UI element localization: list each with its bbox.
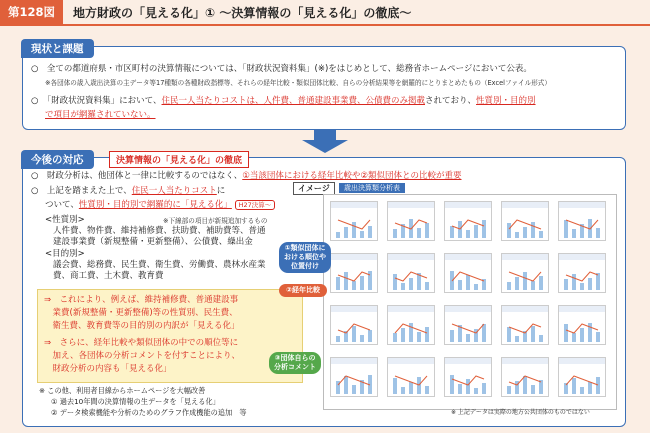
mini-bar xyxy=(368,271,372,290)
b2-red: 住民一人当たりコスト xyxy=(131,186,217,196)
mini-bar xyxy=(531,385,535,394)
mini-bar xyxy=(466,275,470,290)
figure-title: 地方財政の「見える化」① ～決算情報の「見える化」の徹底～ xyxy=(73,5,412,20)
mini-bar xyxy=(564,324,568,342)
mini-chart-svg xyxy=(333,262,377,292)
mokuteki-line-2: 費、商工費、土木費、教育費 xyxy=(53,271,164,281)
mini-bar xyxy=(507,223,511,238)
mini-bar xyxy=(466,230,470,238)
mini-chart-svg xyxy=(504,366,548,396)
seishitsu-line-2: 建設事業費（新規整備・更新整備）、公債費、繰出金 xyxy=(53,237,253,247)
mini-bar xyxy=(588,323,592,342)
mini-bar xyxy=(409,278,413,290)
mini-bar xyxy=(507,282,511,290)
current-status-panel xyxy=(22,43,626,130)
settlement-year-tag: H27決算～ xyxy=(235,200,276,210)
mini-chart-panel xyxy=(387,305,435,345)
mini-chart-title-bar xyxy=(445,202,491,208)
mini-bar xyxy=(523,272,527,290)
mini-chart-panel xyxy=(444,201,492,241)
mini-bar xyxy=(588,278,592,290)
mini-chart-title-bar xyxy=(388,202,434,208)
mini-bar xyxy=(596,377,600,394)
summary-box xyxy=(37,289,303,383)
mini-chart-title-bar xyxy=(388,306,434,312)
mini-bar xyxy=(596,332,600,342)
mini-bar xyxy=(417,228,421,238)
mini-chart-svg xyxy=(561,262,605,292)
mini-bar xyxy=(466,334,470,342)
bullet2-pre: ○ 「財政状況資料集」において、 xyxy=(31,96,162,106)
mini-chart-title-bar xyxy=(388,358,434,364)
mini-chart-title-bar xyxy=(559,358,605,364)
mini-bar xyxy=(458,280,462,290)
mini-bar xyxy=(352,326,356,342)
mini-bar xyxy=(344,227,348,238)
mini-chart-title-bar xyxy=(559,254,605,260)
mini-chart-panel xyxy=(558,201,606,241)
mini-line xyxy=(452,220,484,229)
mini-bar xyxy=(580,328,584,342)
mini-chart-svg xyxy=(390,210,434,240)
mini-bar xyxy=(588,382,592,394)
mini-line xyxy=(452,324,484,333)
seishitsu-line-1: 人件費、物件費、維持補修費、扶助費、補助費等、普通 xyxy=(53,226,266,236)
footnote-2: ① 過去10年間の決算情報の生データを「見える化」 xyxy=(51,397,220,406)
mini-bar xyxy=(474,388,478,394)
mini-chart-panel xyxy=(330,357,378,397)
mini-chart-title-bar xyxy=(445,358,491,364)
mini-bar xyxy=(409,323,413,342)
mini-bar xyxy=(531,326,535,342)
bullet2-red: 住民一人当たりコストは、人件費、普通建設事業費、公債費のみ掲載 xyxy=(161,96,426,106)
b2-pre: ○ 上記を踏まえた上で、 xyxy=(31,186,132,196)
bullet2-red2: 性質別・目的別 xyxy=(476,96,536,106)
summary-2-line-1: ⇒ さらに、経年比較や類似団体の中での順位等に xyxy=(44,338,239,348)
current-status-tab: 現状と課題 xyxy=(21,39,94,58)
mokuteki-line-1: 議会費、総務費、民生費、衛生費、労働費、農林水産業 xyxy=(53,260,266,270)
mini-bar xyxy=(336,336,340,342)
header-rule xyxy=(0,24,650,26)
mini-bar xyxy=(507,386,511,394)
mini-bar xyxy=(482,324,486,342)
mini-bar xyxy=(344,376,348,394)
mini-bar xyxy=(531,281,535,290)
mini-chart-title-bar xyxy=(559,306,605,312)
image-badge: イメージ xyxy=(293,182,335,195)
mini-chart-title-bar xyxy=(331,254,377,260)
callout-ranking-text: ①類似団体に おける順位や 位置付け xyxy=(284,244,326,270)
callout-yearly-text: ②経年比較 xyxy=(286,286,320,294)
mini-bar xyxy=(596,228,600,238)
summary-1-line-3: 衛生費、教育費等の目的別の内訳が「見える化」 xyxy=(44,321,240,331)
mini-chart-svg xyxy=(447,210,491,240)
image-caption: 歳出決算類分析表 xyxy=(339,183,405,193)
mini-chart-panel xyxy=(387,357,435,397)
down-arrow-stem xyxy=(314,130,336,140)
mini-bar xyxy=(417,332,421,342)
mini-chart-panel xyxy=(387,201,435,241)
mini-bar xyxy=(539,380,543,394)
seishitsu-label: <性質別> xyxy=(45,215,85,225)
b1-red: ①当該団体における経年比較や②類似団体との比較が重要 xyxy=(242,171,462,181)
mini-bar xyxy=(523,227,527,238)
mini-bar xyxy=(482,383,486,394)
mini-bar xyxy=(458,384,462,394)
summary-2-line-2: 加え、各団体の分析コメントを付すことにより、 xyxy=(44,351,241,361)
mini-bar xyxy=(466,379,470,394)
mini-bar xyxy=(360,335,364,342)
mini-chart-svg xyxy=(504,210,548,240)
mini-chart-panel xyxy=(558,305,606,345)
mini-bar xyxy=(425,386,429,394)
mini-bar xyxy=(352,222,356,238)
current-note-1: ※各団体の歳入歳出決算の主データ等17種類の各種財政指標等、それらの経年比較・類似団体比較、自らの分析結果等を網羅的にとりまとめたもの（Excelファイル形式） xyxy=(45,79,551,87)
mini-bar xyxy=(539,276,543,290)
mini-chart-panel xyxy=(444,357,492,397)
mini-chart-title-bar xyxy=(502,306,548,312)
analysis-table-image xyxy=(323,194,617,410)
mini-chart-svg xyxy=(447,314,491,344)
b3-pre: ついて、 xyxy=(45,200,79,210)
mini-chart-svg xyxy=(390,262,434,292)
mini-chart-title-bar xyxy=(502,202,548,208)
b2-suf: に xyxy=(216,186,226,196)
mini-chart-svg xyxy=(561,210,605,240)
mini-bar xyxy=(409,382,413,394)
mini-chart-title-bar xyxy=(502,358,548,364)
mini-chart-title-bar xyxy=(331,306,377,312)
mini-chart-svg xyxy=(561,366,605,396)
mini-bar xyxy=(507,327,511,342)
mini-chart-title-bar xyxy=(331,202,377,208)
future-response-tab: 今後の対応 xyxy=(21,150,94,169)
seishitsu-note: ※下線部の項目が新規追加するもの xyxy=(163,217,268,225)
mini-chart-panel xyxy=(330,305,378,345)
mini-chart-panel xyxy=(387,253,435,293)
down-arrow-icon xyxy=(302,140,348,153)
mini-bar xyxy=(336,232,340,238)
callout-comment-text: ③団体自らの 分析コメント xyxy=(274,354,316,371)
current-bullet-2-cont: で項目が網羅されていない。 xyxy=(45,110,156,120)
mini-bar xyxy=(450,330,454,342)
b3-red: 性質別・目的別で網羅的に「見える化」 xyxy=(78,200,232,210)
mini-bar xyxy=(360,276,364,290)
mini-chart-svg xyxy=(333,366,377,396)
mini-chart-title-bar xyxy=(331,358,377,364)
mini-chart-svg xyxy=(390,366,434,396)
callout-yearly xyxy=(279,284,327,297)
mini-bar xyxy=(352,385,356,394)
mini-bar xyxy=(344,272,348,290)
mini-chart-svg xyxy=(561,314,605,344)
mini-bar xyxy=(425,223,429,238)
mini-chart-panel xyxy=(501,305,549,345)
mini-chart-title-bar xyxy=(445,306,491,312)
mini-chart-panel xyxy=(558,253,606,293)
mini-bar xyxy=(474,225,478,238)
summary-1-line-1: ⇒ これにより、例えば、維持補修費、普通建設事 xyxy=(44,295,239,305)
mini-chart-svg xyxy=(504,314,548,344)
mini-bar xyxy=(368,330,372,342)
mini-bar xyxy=(515,336,519,342)
mini-bar xyxy=(352,281,356,290)
mini-bar xyxy=(515,232,519,238)
mini-bar xyxy=(539,335,543,342)
mini-bar xyxy=(580,387,584,394)
mini-bar xyxy=(515,277,519,290)
mini-bar xyxy=(401,283,405,290)
mini-chart-title-bar xyxy=(559,202,605,208)
bullet2-mid: されており、 xyxy=(425,96,477,106)
b1-pre: ○ 財政分析は、他団体と一律に比較するのではなく、 xyxy=(31,171,243,181)
mini-bar xyxy=(482,220,486,238)
mini-line xyxy=(338,376,370,385)
mini-bar xyxy=(580,283,584,290)
mini-chart-title-bar xyxy=(388,254,434,260)
mini-chart-panel xyxy=(330,253,378,293)
mokuteki-label: <目的別> xyxy=(45,249,85,259)
summary-2-line-3: 財政分析の内容も「見える化」 xyxy=(44,364,172,374)
figure-header xyxy=(0,0,650,24)
mini-chart-svg xyxy=(390,314,434,344)
mini-chart-svg xyxy=(333,314,377,344)
mini-bar xyxy=(401,387,405,394)
mini-chart-panel xyxy=(501,253,549,293)
future-bullet-3 xyxy=(45,199,275,211)
mini-chart-svg xyxy=(333,210,377,240)
figure-number: 第128図 xyxy=(0,0,63,24)
summary-1-line-2: 業費(新規整備・更新整備)等の性質別、民生費、 xyxy=(44,308,238,318)
mini-bar xyxy=(393,274,397,290)
future-heading: 決算情報の「見える化」の徹底 xyxy=(109,151,249,168)
callout-ranking xyxy=(279,242,331,273)
mini-bar xyxy=(572,378,576,394)
mini-bar xyxy=(564,220,568,238)
future-bullet-2 xyxy=(31,185,225,197)
mini-chart-title-bar xyxy=(502,254,548,260)
mini-bar xyxy=(393,229,397,238)
mini-bar xyxy=(572,333,576,342)
mini-chart-svg xyxy=(447,262,491,292)
footnote-1: ※ この他、利用者目線からホームページを大幅改善 xyxy=(39,386,206,395)
mini-bar xyxy=(393,378,397,394)
mini-bar xyxy=(368,226,372,238)
mini-bar xyxy=(531,222,535,238)
mini-bar xyxy=(450,226,454,238)
mini-line xyxy=(566,376,598,385)
mini-bar xyxy=(393,333,397,342)
mini-chart-title-bar xyxy=(445,254,491,260)
mini-line xyxy=(338,272,370,281)
mini-chart-panel xyxy=(330,201,378,241)
footnote-3: ② データ検索機能や分析のためのグラフ作成機能の追加 等 xyxy=(51,408,247,417)
mini-bar xyxy=(401,328,405,342)
mini-bar xyxy=(596,273,600,290)
mini-bar xyxy=(572,229,576,238)
mini-bar xyxy=(360,231,364,238)
mini-chart-panel xyxy=(444,253,492,293)
mini-line xyxy=(566,272,598,281)
mini-bar xyxy=(336,277,340,290)
mini-chart-svg xyxy=(504,262,548,292)
mini-chart-panel xyxy=(501,357,549,397)
mini-bar xyxy=(474,284,478,290)
current-bullet-1: ○ 全ての都道府県・市区町村の決算情報については、「財政状況資料集」(※)をはじめとして、総務省ホームページにおいて公表。 xyxy=(31,64,532,74)
mini-bar xyxy=(564,279,568,290)
current-bullet-2 xyxy=(31,95,536,107)
mini-chart-svg xyxy=(447,366,491,396)
mini-chart-panel xyxy=(444,305,492,345)
callout-comment xyxy=(269,352,321,374)
image-note: ※ 上記データは実際の地方公共団体のものではない xyxy=(451,409,590,416)
mini-bar xyxy=(572,274,576,290)
mini-bar xyxy=(425,282,429,290)
mini-bar xyxy=(450,375,454,394)
mini-bar xyxy=(539,231,543,238)
mini-chart-panel xyxy=(501,201,549,241)
mini-bar xyxy=(523,376,527,394)
mini-chart-panel xyxy=(558,357,606,397)
mini-bar xyxy=(425,327,429,342)
future-response-panel xyxy=(22,154,626,427)
future-bullet-1 xyxy=(31,170,462,182)
